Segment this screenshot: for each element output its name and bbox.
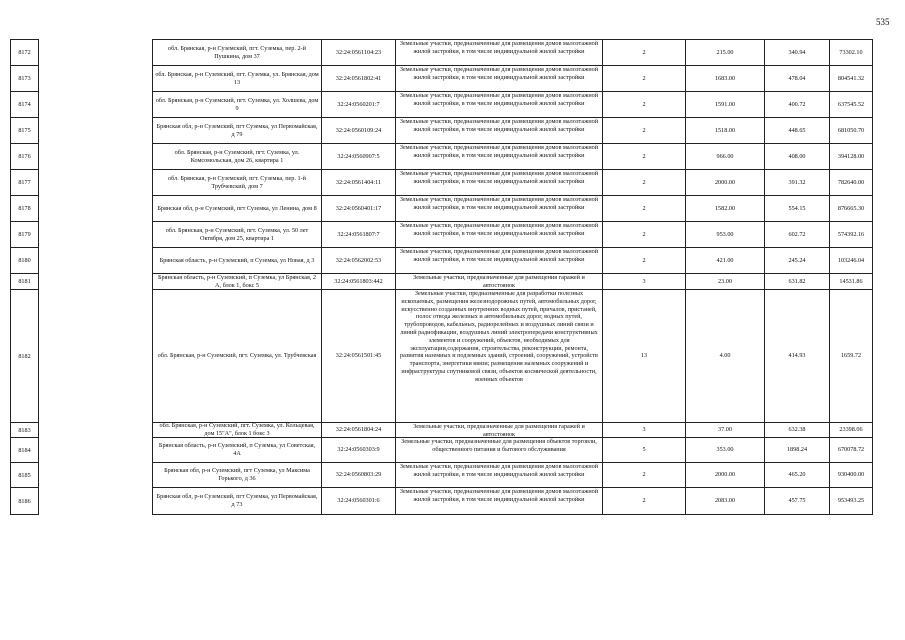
cadastral-number-cell: 32:24:0560303:9 [321,437,396,463]
address-cell: Брянская обл, р-н Суземский, пгт Суземка, ул Максима Горького, д 36 [152,462,322,488]
address-cell: Брянская обл, р-н Суземский, пгт Суземка, ул Первомайская, д 73 [152,487,322,515]
cadastral-number-cell: 32:24:0560109:24 [321,117,396,144]
cadastral-number-cell: 32:24:0561807:7 [321,221,396,248]
cadastral-value-cell: 14531.86 [829,273,873,290]
table-row [153,422,878,438]
group-code-cell: 2 [602,221,686,248]
table-row [153,39,878,66]
table-row [153,462,878,488]
table-row [153,487,878,515]
cadastral-value-cell: 23398.06 [829,422,873,438]
address-cell: обл. Брянская, р-н Суземский, пгт. Суземка, ул. Кольцевая, дом 15"А", блок 1 бокс 3 [152,422,322,438]
cadastral-value-cell: 73302.10 [829,39,873,66]
row-id: 8181 [10,273,39,290]
cadastral-value-cell: 574392.16 [829,221,873,248]
row-id: 8179 [10,221,39,248]
cadastral-number-cell: 32:24:0561804:24 [321,422,396,438]
row-id: 8177 [10,169,39,196]
table-row [153,247,878,274]
row-id-column [10,40,39,515]
address-cell: обл. Брянская, р-н Суземский, пгт. Суземка, пер. 1-й Трубчевский, дом 7 [152,169,322,196]
address-cell: обл. Брянская, р-н Суземский, пгт. Суземка, ул. Брянская, дом 13 [152,65,322,92]
address-cell: Брянская область, р-н Суземский, п Суземка, ул Новая, д 3 [152,247,322,274]
address-cell: Брянская область, р-н Суземский, п Суземка, ул Советская, 4А [152,437,322,463]
row-id: 8176 [10,143,39,170]
group-code-cell: 2 [602,487,686,515]
cadastral-number-cell: 32:24:0561404:11 [321,169,396,196]
group-code-cell: 2 [602,462,686,488]
row-id: 8173 [10,65,39,92]
rate-cell: 632.38 [764,422,830,438]
cadastral-number-cell: 32:24:0560907:5 [321,143,396,170]
cadastral-value-cell: 804541.32 [829,65,873,92]
area-cell: 4.00 [685,289,765,423]
area-cell: 23.00 [685,273,765,290]
rate-cell: 602.72 [764,221,830,248]
land-purpose-cell: Земельные участки, предназначенные для размещения домов малоэтажной жилой застройки, в том числе индивидуальной жилой застройки [395,143,603,170]
rate-cell: 631.82 [764,273,830,290]
area-cell: 2000.00 [685,169,765,196]
cadastral-number-cell: 32:24:0560803:29 [321,462,396,488]
rate-cell: 465.20 [764,462,830,488]
cadastral-value-cell: 1659.72 [829,289,873,423]
address-cell: обл. Брянская, р-н Суземский, пгт. Суземка, ул. Холшева, дом 9 [152,91,322,118]
table-row [153,143,878,170]
cadastral-number-cell: 32:24:0561104:23 [321,39,396,66]
land-purpose-cell: Земельные участки, предназначенные для размещения домов малоэтажной жилой застройки, в том числе индивидуальной жилой застройки [395,117,603,144]
address-cell: Брянская обл, р-н Суземский, пгт Суземка, ул Первомайская, д 79 [152,117,322,144]
land-purpose-cell: Земельные участки, предназначенные для размещения домов малоэтажной жилой застройки, в том числе индивидуальной жилой застройки [395,65,603,92]
rate-cell: 457.75 [764,487,830,515]
land-purpose-cell: Земельные участки, предназначенные для разработки полезных ископаемых, размещения железнодорожных путей, автомобильных дорог, искусственно созданных внутренних водных путей, причалов, пристаней, полос отвода железных и автомобильных дорог, водных путей, трубопроводов, кабельных, радиорелейных и воздушных линий связи и линий радиофикации, воздушных линий электропередачи конструктивных элементов и сооружений, объектов, необходимых для эксплуатации,содержания, строительства, реконструкции, ремонта, развития наземных и подземных зданий, строений, сооружений, устройств транспорта, энергетики ввязи; размещения наземных сооружений и инфраструктуры спутниковой связи, объектов космической деятельности, военных объектов [395,289,603,423]
page-number: 535 [876,17,890,27]
group-code-cell: 3 [602,273,686,290]
row-id: 8175 [10,117,39,144]
group-code-cell: 2 [602,91,686,118]
cadastral-value-cell: 637545.52 [829,91,873,118]
rate-cell: 245.24 [764,247,830,274]
land-purpose-cell: Земельные участки, предназначенные для размещения домов малоэтажной жилой застройки, в том числе индивидуальной жилой застройки [395,462,603,488]
row-id: 8178 [10,195,39,222]
land-purpose-cell: Земельные участки, предназначенные для размещения объектов торговли, общественного питания и бытового обслуживания [395,437,603,463]
rate-cell: 408.00 [764,143,830,170]
rate-cell: 1898.24 [764,437,830,463]
row-id: 8182 [10,289,39,423]
area-cell: 953.00 [685,221,765,248]
group-code-cell: 13 [602,289,686,423]
address-cell: обл. Брянская, р-н Суземский, пгт. Суземка, ул. Трубчевская [152,289,322,423]
land-purpose-cell: Земельные участки, предназначенные для размещения домов малоэтажной жилой застройки, в том числе индивидуальной жилой застройки [395,169,603,196]
land-purpose-cell: Земельные участки, предназначенные для размещения гаражей и автостоянок [395,273,603,290]
cadastral-value-cell: 876665.30 [829,195,873,222]
rate-cell: 340.94 [764,39,830,66]
land-purpose-cell: Земельные участки, предназначенные для размещения домов малоэтажной жилой застройки, в том числе индивидуальной жилой застройки [395,247,603,274]
area-cell: 1683.00 [685,65,765,92]
area-cell: 353.00 [685,437,765,463]
area-cell: 966.00 [685,143,765,170]
area-cell: 1518.00 [685,117,765,144]
area-cell: 37.00 [685,422,765,438]
area-cell: 1582.00 [685,195,765,222]
area-cell: 2000.00 [685,462,765,488]
cadastral-value-cell: 782640.00 [829,169,873,196]
rate-cell: 554.15 [764,195,830,222]
area-cell: 1591.00 [685,91,765,118]
row-id: 8172 [10,39,39,66]
address-cell: Брянская область, р-н Суземский, п Суземка, ул Брянская, 2 А, блок 1, бокс 5 [152,273,322,290]
land-purpose-cell: Земельные участки, предназначенные для размещения домов малоэтажной жилой застройки, в том числе индивидуальной жилой застройки [395,195,603,222]
group-code-cell: 2 [602,65,686,92]
address-cell: Брянская обл, р-н Суземский, пгт Суземка, ул Ленина, дом 8 [152,195,322,222]
row-id: 8180 [10,247,39,274]
address-cell: обл. Брянская, р-н Суземский, пгт. Суземка, ул. Комсомольская, дом 26, квартира 1 [152,143,322,170]
group-code-cell: 3 [602,422,686,438]
land-plots-table [153,40,878,515]
land-purpose-cell: Земельные участки, предназначенные для размещения домов малоэтажной жилой застройки, в том числе индивидуальной жилой застройки [395,487,603,515]
cadastral-value-cell: 681050.70 [829,117,873,144]
table-row [153,117,878,144]
area-cell: 215.00 [685,39,765,66]
rate-cell: 414.93 [764,289,830,423]
rate-cell: 400.72 [764,91,830,118]
cadastral-number-cell: 32:24:0561501:45 [321,289,396,423]
table-row [153,289,878,423]
cadastral-number-cell: 32:24:0560301:6 [321,487,396,515]
cadastral-value-cell: 953493.25 [829,487,873,515]
table-row [153,273,878,290]
group-code-cell: 5 [602,437,686,463]
cadastral-number-cell: 32:24:0560201:7 [321,91,396,118]
cadastral-value-cell: 394128.00 [829,143,873,170]
area-cell: 2083.00 [685,487,765,515]
cadastral-value-cell: 670078.72 [829,437,873,463]
cadastral-value-cell: 103246.04 [829,247,873,274]
group-code-cell: 2 [602,143,686,170]
table-row [153,195,878,222]
address-cell: обл. Брянская, р-н Суземский, пгт. Суземка, пер. 2-й Пушкина, дом 37 [152,39,322,66]
group-code-cell: 2 [602,39,686,66]
row-id: 8184 [10,437,39,463]
table-row [153,437,878,463]
cadastral-number-cell: 32:24:0561802:41 [321,65,396,92]
row-id: 8185 [10,462,39,488]
table-row [153,91,878,118]
table-row [153,221,878,248]
land-purpose-cell: Земельные участки, предназначенные для размещения домов малоэтажной жилой застройки, в том числе индивидуальной жилой застройки [395,221,603,248]
area-cell: 421.00 [685,247,765,274]
rate-cell: 448.65 [764,117,830,144]
cadastral-value-cell: 930400.00 [829,462,873,488]
table-row [153,169,878,196]
group-code-cell: 2 [602,247,686,274]
cadastral-number-cell: 32:24:0562002:53 [321,247,396,274]
group-code-cell: 2 [602,169,686,196]
rate-cell: 478.04 [764,65,830,92]
group-code-cell: 2 [602,195,686,222]
address-cell: обл. Брянская, р-н Суземский, пгт. Суземка, ул. 50 лет Октября, дом 25, квартира 1 [152,221,322,248]
cadastral-number-cell: 32:24:0561803:442 [321,273,396,290]
land-purpose-cell: Земельные участки, предназначенные для размещения гаражей и автостоянок [395,422,603,438]
cadastral-number-cell: 32:24:0560401:17 [321,195,396,222]
land-purpose-cell: Земельные участки, предназначенные для размещения домов малоэтажной жилой застройки, в том числе индивидуальной жилой застройки [395,91,603,118]
row-id: 8174 [10,91,39,118]
group-code-cell: 2 [602,117,686,144]
land-purpose-cell: Земельные участки, предназначенные для размещения домов малоэтажной жилой застройки, в том числе индивидуальной жилой застройки [395,39,603,66]
table-row [153,65,878,92]
row-id: 8186 [10,487,39,515]
row-id: 8183 [10,422,39,438]
rate-cell: 391.32 [764,169,830,196]
